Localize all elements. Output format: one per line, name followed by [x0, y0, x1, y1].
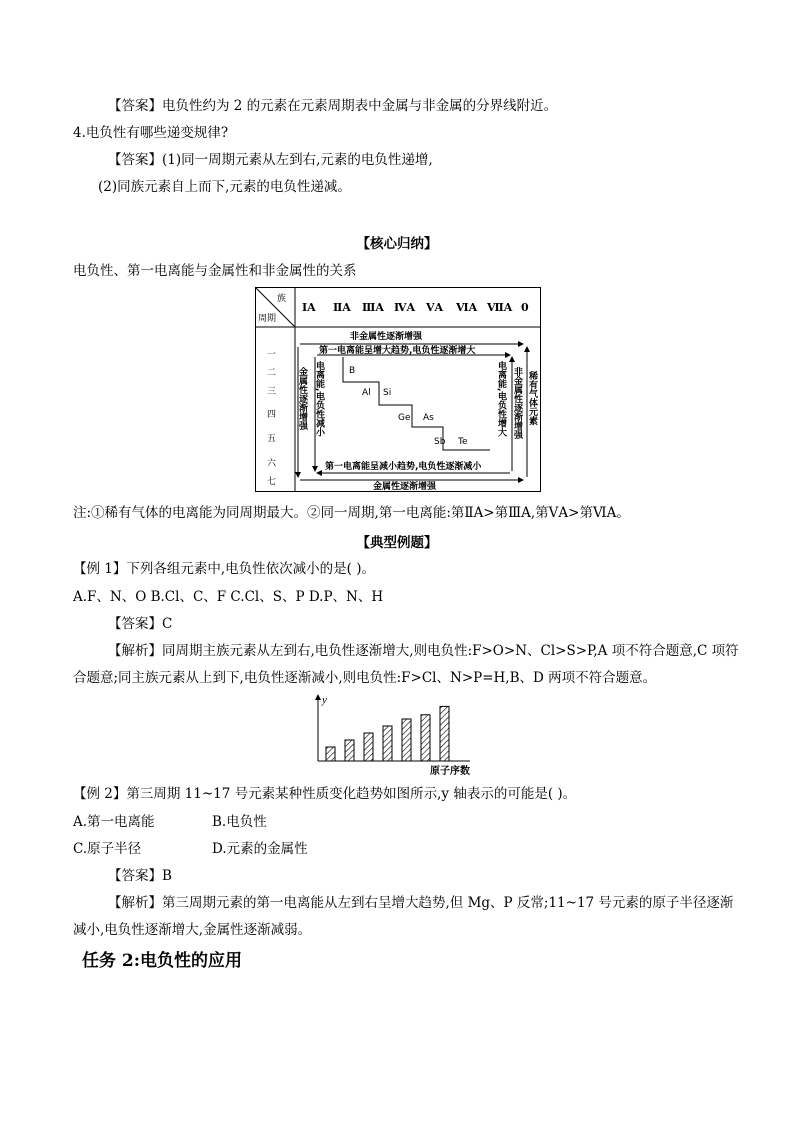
- element-label: Al: [362, 388, 371, 398]
- answer-line: (2)同族元素自上而下,元素的电负性递减。: [98, 179, 351, 195]
- group-label: ⅤA: [426, 301, 444, 314]
- top-inner-label: 第一电离能呈增大趋势,电负性逐渐增大: [319, 346, 476, 356]
- group-label: ⅠA: [302, 301, 316, 314]
- bar: [383, 726, 392, 761]
- bar: [326, 747, 335, 761]
- element-label: Sb: [434, 437, 446, 447]
- right-inner-label: 电离能,电负性增大: [496, 361, 506, 437]
- task-heading: 任务 2:电负性的应用: [82, 951, 243, 971]
- element-label: As: [423, 413, 434, 423]
- left-inner-label: 电离能,电负性减小: [314, 361, 324, 437]
- question-4: 4.电负性有哪些递变规律?: [73, 125, 229, 141]
- example2-option-d: D.元素的金属性: [212, 841, 308, 857]
- example2-option-b: B.电负性: [212, 814, 267, 830]
- period-label: 七: [267, 477, 277, 487]
- periodic-trend-table: [255, 287, 542, 493]
- period-label: 五: [267, 434, 277, 444]
- example1-answer: 【答案】C: [108, 616, 173, 632]
- trend-bar-chart: [308, 693, 478, 779]
- core-heading: 【核心归纳】: [356, 236, 438, 252]
- example1-options: A.F、N、O B.Cl、C、F C.Cl、S、P D.P、N、H: [73, 589, 384, 605]
- group-label: ⅣA: [394, 301, 416, 314]
- example2-option-c: C.原子半径: [73, 841, 142, 857]
- element-label: Te: [458, 437, 468, 447]
- y-axis-label: y: [322, 694, 327, 706]
- group-label: 0: [521, 301, 529, 314]
- bar: [402, 719, 411, 761]
- element-label: Si: [383, 388, 392, 398]
- bottom-arrow-label: 金属性逐渐增强: [373, 482, 437, 492]
- example-heading: 【典型例题】: [356, 535, 438, 551]
- x-axis-label: 原子序数: [430, 766, 470, 777]
- example2-answer: 【答案】B: [108, 868, 172, 884]
- bar: [421, 715, 430, 761]
- answer-line: 【答案】(1)同一周期元素从左到右,元素的电负性递增,: [108, 152, 433, 168]
- example2-explanation: 减小,电负性逐渐增大,金属性逐渐减弱。: [73, 922, 312, 938]
- noble-gas-label: 稀有气体元素: [527, 371, 537, 425]
- element-label: Ge: [398, 413, 411, 423]
- note: 注:①稀有气体的电离能为同周期最大。②同一周期,第一电离能:第ⅡA>第ⅢA,第ⅤA>第ⅥA。: [73, 505, 630, 521]
- left-outer-label: 金属性逐渐增强: [297, 367, 307, 430]
- bar: [345, 740, 354, 761]
- right-outer-label: 非金属性逐渐增强: [512, 367, 522, 439]
- example1-question: 【例 1】下列各组元素中,电负性依次减小的是( )。: [73, 561, 375, 577]
- example1-explanation: 合题意;同主族元素从上到下,电负性逐渐减小,则电负性:F>Cl、N>P=H,B、D 两项不符合题意。: [73, 670, 657, 686]
- period-label: 六: [267, 459, 277, 469]
- period-label: 一: [267, 350, 277, 360]
- corner-group: 族: [277, 294, 287, 304]
- bar: [364, 733, 373, 761]
- group-label: ⅢA: [362, 301, 384, 314]
- group-label: ⅡA: [333, 301, 351, 314]
- period-label: 二: [267, 368, 277, 378]
- group-label: ⅥA: [456, 301, 478, 314]
- table-intro: 电负性、第一电离能与金属性和非金属性的关系: [73, 263, 357, 279]
- bar: [440, 706, 449, 761]
- example2-explanation: 【解析】第三周期元素的第一电离能从左到右呈增大趋势,但 Mg、P 反常;11~17 号元素的原子半径逐渐: [108, 895, 734, 911]
- example2-question: 【例 2】第三周期 11~17 号元素某种性质变化趋势如图所示,y 轴表示的可能是( )。: [73, 786, 577, 802]
- group-label: ⅦA: [487, 301, 513, 314]
- bottom-inner-label: 第一电离能呈减小趋势,电负性逐渐减小: [325, 462, 482, 472]
- example2-option-a: A.第一电离能: [73, 814, 155, 830]
- top-arrow-label: 非金属性逐渐增强: [350, 332, 423, 342]
- example1-explanation: 【解析】同周期主族元素从左到右,电负性逐渐增大,则电负性:F>O>N、Cl>S>P,A 项不符合题意,C 项符: [108, 643, 739, 659]
- period-label: 四: [267, 410, 277, 420]
- corner-period: 周期: [258, 314, 277, 324]
- answer-line: 【答案】电负性约为 2 的元素在元素周期表中金属与非金属的分界线附近。: [108, 98, 558, 114]
- element-label: B: [349, 366, 356, 376]
- period-label: 三: [267, 387, 277, 397]
